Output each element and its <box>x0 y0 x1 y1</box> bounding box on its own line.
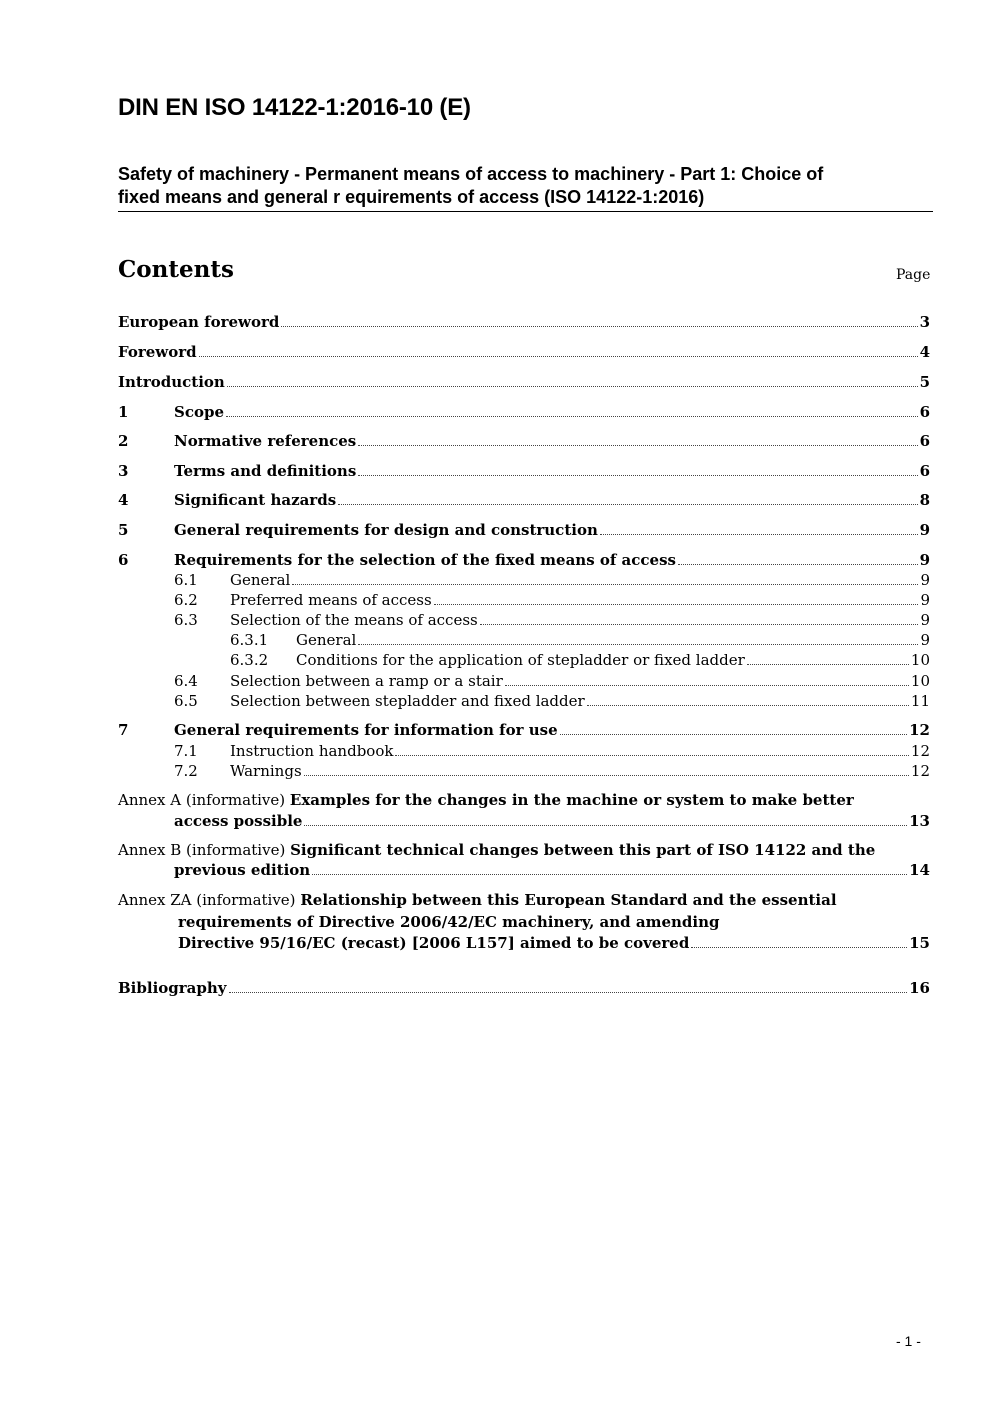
toc-entry-number: 6.1 <box>174 571 198 589</box>
toc-entry-european-foreword[interactable] <box>118 312 930 332</box>
toc-entry-page: 6 <box>919 462 930 480</box>
toc-entry-number: 6 <box>118 551 129 569</box>
toc-entry-7-1-instruction-handbook[interactable] <box>174 741 930 761</box>
toc-entry-label: Requirements for the selection of the fixed means of access <box>174 551 676 569</box>
toc-entry-general-requirements-design[interactable] <box>118 520 930 540</box>
toc-entry-label: access possible <box>174 812 303 830</box>
toc-entry-label: previous edition <box>174 861 311 879</box>
toc-entry-scope[interactable] <box>118 402 930 422</box>
toc-entry-label: Selection between a ramp or a stair <box>230 672 503 690</box>
toc-entry-label: Introduction <box>118 373 225 391</box>
toc-entry-annex-a-continued[interactable] <box>174 811 930 831</box>
annex-prefix: Annex A (informative) <box>118 791 286 809</box>
toc-entry-page: 6 <box>919 432 930 450</box>
toc-entry-number: 6.2 <box>174 591 198 609</box>
toc-entry-label: Bibliography <box>118 979 227 997</box>
toc-entry-6-3-1-general[interactable] <box>230 630 930 650</box>
dot-leader <box>587 704 909 706</box>
toc-entry-significant-hazards[interactable] <box>118 490 930 510</box>
toc-entry-6-2-preferred-means[interactable] <box>174 590 930 610</box>
title-line-1: Safety of machinery - Permanent means of access to machinery - Part 1: Choice of <box>118 164 824 184</box>
dot-leader <box>560 733 908 735</box>
toc-entry-label: Selection of the means of access <box>230 611 478 629</box>
toc-entry-number: 6.5 <box>174 692 198 710</box>
toc-entry-label: Instruction handbook <box>230 742 394 760</box>
toc-entry-6-4-ramp-or-stair[interactable] <box>174 671 930 691</box>
toc-entry-label: Conditions for the application of stepladder or fixed ladder <box>296 651 745 669</box>
toc-entry-page: 10 <box>910 672 930 690</box>
toc-entry-foreword[interactable] <box>118 342 930 362</box>
toc-entry-number: 3 <box>118 462 129 480</box>
toc-entry-page: 16 <box>909 979 930 997</box>
dot-leader <box>281 325 917 327</box>
toc-entry-label: Foreword <box>118 343 197 361</box>
toc-entry-page: 13 <box>909 812 930 830</box>
dot-leader <box>358 643 918 645</box>
dot-leader <box>747 663 909 665</box>
toc-entry-number: 6.3 <box>174 611 198 629</box>
toc-entry-page: 8 <box>919 491 930 509</box>
toc-entry-page: 5 <box>919 373 930 391</box>
annex-prefix: Annex B (informative) <box>118 841 286 859</box>
toc-entry-number: 5 <box>118 521 129 539</box>
toc-entry-label: Preferred means of access <box>230 591 432 609</box>
dot-leader <box>226 415 918 417</box>
toc-entry-label: Significant hazards <box>174 491 337 509</box>
toc-entry-page: 12 <box>910 762 930 780</box>
toc-entry-information-for-use[interactable] <box>118 720 930 740</box>
toc-entry-number: 6.3.1 <box>230 631 269 649</box>
toc-entry-page: 12 <box>910 742 930 760</box>
dot-leader <box>395 754 908 756</box>
toc-entry-number: 7.2 <box>174 762 198 780</box>
toc-entry-number: 6.3.2 <box>230 651 269 669</box>
dot-leader <box>227 385 918 387</box>
toc-entry-terms-definitions[interactable] <box>118 461 930 481</box>
toc-entry-page: 9 <box>920 631 930 649</box>
toc-entry-label: Normative references <box>174 432 357 450</box>
toc-entry-label: General requirements for information for use <box>174 721 558 739</box>
document-title <box>118 163 933 212</box>
dot-leader <box>199 355 918 357</box>
dot-leader <box>505 684 909 686</box>
toc-entry-number: 7.1 <box>174 742 198 760</box>
toc-entry-page: 11 <box>910 692 930 710</box>
toc-entry-annex-za-line2 <box>178 912 720 932</box>
toc-entry-number: 7 <box>118 721 129 739</box>
toc-entry-introduction[interactable] <box>118 372 930 392</box>
toc-entry-page: 9 <box>920 591 930 609</box>
dot-leader <box>600 533 918 535</box>
contents-heading: Contents <box>118 256 234 283</box>
toc-entry-label: General requirements for design and construction <box>174 521 598 539</box>
toc-entry-page: 6 <box>919 403 930 421</box>
toc-entry-annex-b[interactable] <box>118 840 875 860</box>
toc-entry-page: 9 <box>920 611 930 629</box>
toc-entry-normative-references[interactable] <box>118 431 930 451</box>
dot-leader <box>480 623 919 625</box>
toc-entry-6-3-selection-means[interactable] <box>174 610 930 630</box>
toc-entry-page: 15 <box>909 934 930 952</box>
dot-leader <box>678 563 918 565</box>
toc-entry-page: 3 <box>919 313 930 331</box>
toc-entry-label: General <box>230 571 291 589</box>
annex-prefix: Annex ZA (informative) <box>118 891 296 909</box>
annex-title: Significant technical changes between this part of ISO 14122 and the <box>290 841 876 859</box>
toc-entry-label: General <box>296 631 357 649</box>
annex-title: Relationship between this European Standard and the essential <box>300 891 837 909</box>
toc-entry-number: 1 <box>118 403 129 421</box>
dot-leader <box>691 946 907 948</box>
toc-entry-6-5-stepladder-or-ladder[interactable] <box>174 691 930 711</box>
toc-entry-label: Terms and definitions <box>174 462 357 480</box>
toc-entry-page: 12 <box>909 721 930 739</box>
toc-entry-7-2-warnings[interactable] <box>174 761 930 781</box>
toc-entry-number: 6.4 <box>174 672 198 690</box>
toc-entry-page: 14 <box>909 861 930 879</box>
toc-entry-annex-b-continued[interactable] <box>174 860 930 880</box>
toc-entry-bibliography[interactable] <box>118 978 930 998</box>
title-line-2: fixed means and general r equirements of access (ISO 14122-1:2016) <box>118 187 705 207</box>
toc-entry-selection-fixed-means[interactable] <box>118 550 930 570</box>
dot-leader <box>358 444 917 446</box>
page-column-label: Page <box>896 267 931 283</box>
dot-leader <box>312 873 907 875</box>
toc-entry-6-3-2-conditions[interactable] <box>230 650 930 670</box>
toc-entry-page: 9 <box>919 551 930 569</box>
toc-entry-label: European foreword <box>118 313 280 331</box>
dot-leader <box>358 474 917 476</box>
toc-entry-number: 2 <box>118 432 129 450</box>
toc-entry-label: Scope <box>174 403 225 421</box>
dot-leader <box>338 503 917 505</box>
toc-entry-number: 4 <box>118 491 129 509</box>
dot-leader <box>304 824 907 826</box>
toc-entry-label: Warnings <box>230 762 302 780</box>
toc-entry-annex-a[interactable] <box>118 790 854 810</box>
document-id: DIN EN ISO 14122-1:2016-10 (E) <box>118 94 471 121</box>
annex-title-line2: requirements of Directive 2006/42/EC machinery, and amending <box>178 913 720 931</box>
toc-entry-page: 10 <box>910 651 930 669</box>
dot-leader <box>304 774 909 776</box>
toc-entry-page: 4 <box>919 343 930 361</box>
dot-leader <box>292 583 918 585</box>
toc-entry-annex-za-continued[interactable] <box>178 933 930 953</box>
dot-leader <box>229 991 908 993</box>
toc-entry-6-1-general[interactable] <box>174 570 930 590</box>
annex-title: Examples for the changes in the machine or system to make better <box>289 791 854 809</box>
toc-entry-page: 9 <box>919 521 930 539</box>
toc-entry-annex-za[interactable] <box>118 890 837 910</box>
toc-entry-label: Selection between stepladder and fixed ladder <box>230 692 585 710</box>
toc-entry-label: Directive 95/16/EC (recast) [2006 L157] aimed to be covered <box>178 934 690 952</box>
footer-page-number: - 1 - <box>896 1333 921 1349</box>
dot-leader <box>434 603 919 605</box>
toc-entry-page: 9 <box>920 571 930 589</box>
